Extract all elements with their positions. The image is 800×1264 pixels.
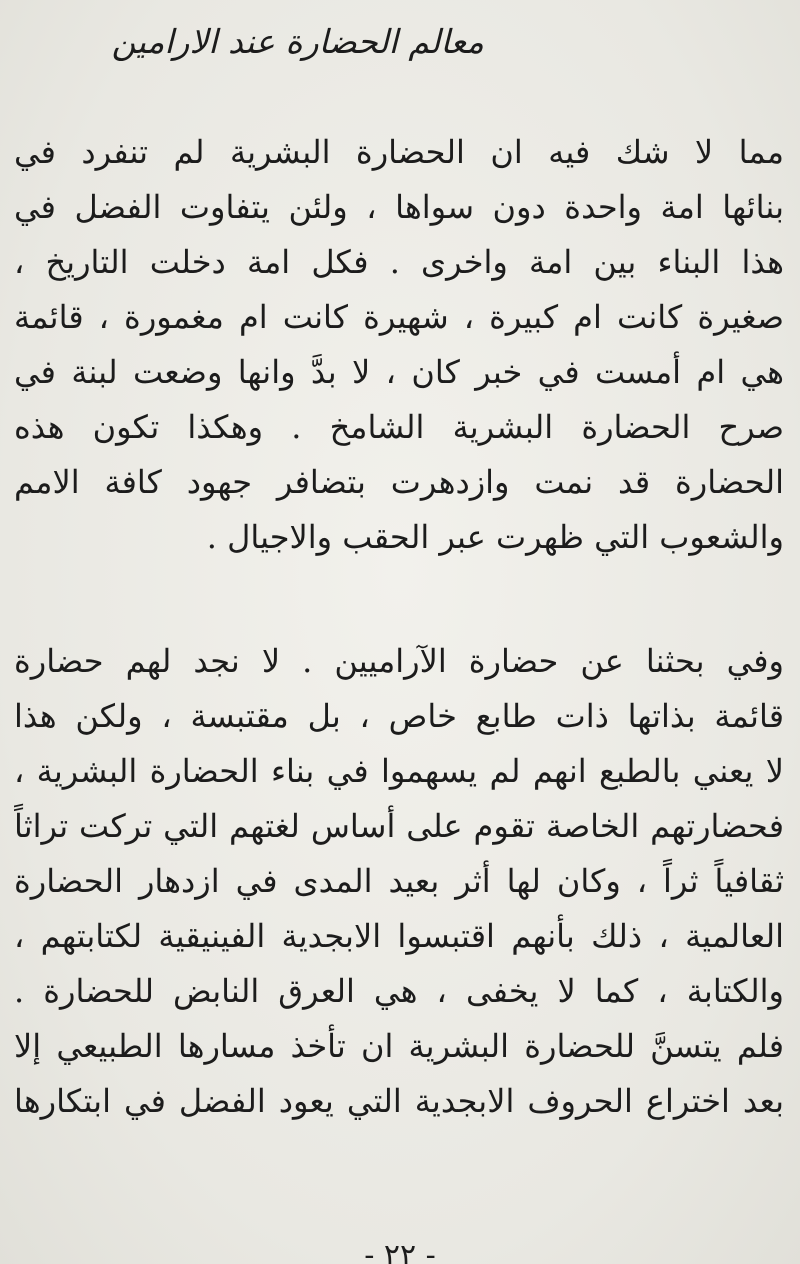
paragraph-1 xyxy=(14,125,784,565)
text-line: العالمية ، ذلك بأنهم اقتبسوا الابجدية الفينيقية لكتابتهم ، xyxy=(14,917,784,955)
text-line: بعد اختراع الحروف الابجدية التي يعود الفضل في ابتكارها xyxy=(14,1082,784,1120)
text-line: لا يعني بالطبع انهم لم يسهموا في بناء الحضارة البشرية ، xyxy=(14,752,784,790)
text-line: والكتابة ، كما لا يخفى ، هي العرق النابض للحضارة . xyxy=(14,972,784,1010)
text-line: والشعوب التي ظهرت عبر الحقب والاجيال . xyxy=(206,518,784,556)
text-line: مما لا شك فيه ان الحضارة البشرية لم تنفرد في xyxy=(14,133,784,171)
text-line: وفي بحثنا عن حضارة الآراميين . لا نجد لهم حضارة xyxy=(14,642,784,680)
paragraph-2 xyxy=(14,634,784,1129)
text-line: هذا البناء بين امة واخرى . فكل امة دخلت التاريخ ، xyxy=(14,243,784,281)
text-line: ثقافياً ثراً ، وكان لها أثر بعيد المدى في ازدهار الحضارة xyxy=(14,862,784,900)
text-line: قائمة بذاتها ذات طابع خاص ، بل مقتبسة ، ولكن هذا xyxy=(14,697,784,735)
text-line: هي ام أمست في خبر كان ، لا بدَّ وانها وضعت لبنة في xyxy=(14,353,784,391)
text-line: بنائها امة واحدة دون سواها ، ولئن يتفاوت الفضل في xyxy=(14,188,784,226)
text-line: صغيرة كانت ام كبيرة ، شهيرة كانت ام مغمورة ، قائمة xyxy=(14,298,784,336)
page-number: - ٢٢ - xyxy=(364,1238,436,1264)
page-title: معالم الحضارة عند الارامين xyxy=(111,22,484,61)
text-line: صرح الحضارة البشرية الشامخ . وهكذا تكون هذه xyxy=(14,408,784,446)
text-line: فلم يتسنَّ للحضارة البشرية ان تأخذ مسارها الطبيعي إلا xyxy=(14,1027,784,1065)
text-line: الحضارة قد نمت وازدهرت بتضافر جهود كافة الامم xyxy=(14,463,784,501)
text-line: فحضارتهم الخاصة تقوم على أساس لغتهم التي تركت تراثاً xyxy=(14,807,784,845)
